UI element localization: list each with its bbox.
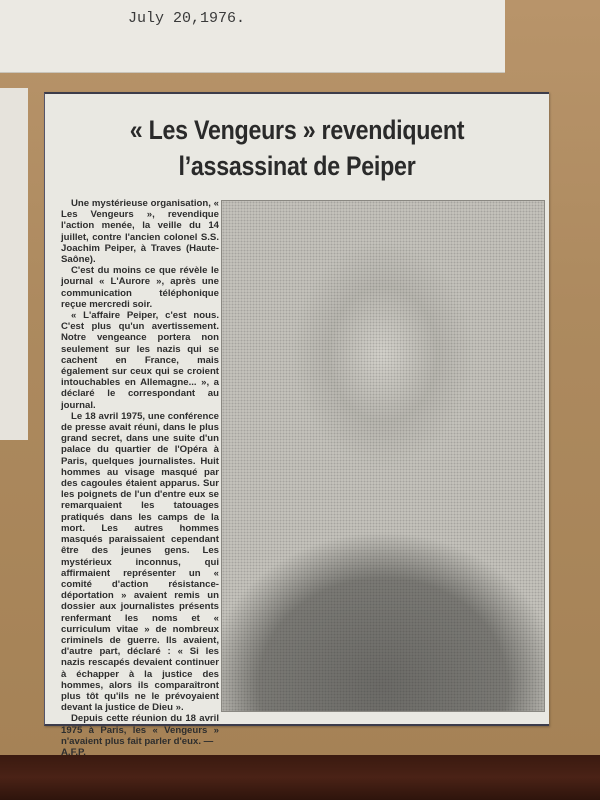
newspaper-clipping — [44, 92, 549, 758]
typed-date-slip — [0, 0, 505, 73]
article-paragraph: « L'affaire Peiper, c'est nous. C'est plus qu'un avertissement. Notre vengeance portera non seulement sur les nazis qui se cachent en France, mais également sur ceux qui se croient intouchables en Allemagne... », a déclaré le correspondant au journal. — [61, 310, 219, 411]
typed-date: July 20,1976. — [128, 10, 246, 27]
portrait-photo — [221, 200, 545, 712]
article-paragraph: Depuis cette réunion du 18 avril 1975 à Paris, les « Vengeurs » n'avaient plus fait parler d'eux. — — [61, 713, 219, 747]
left-paper-scrap — [0, 88, 28, 440]
article-paragraph: Le 18 avril 1975, une conférence de presse avait réuni, dans le plus grand secret, dans une suite d'un palace du quartier de l'Opéra à Paris, quelques journalistes. Huit hommes au visage masqué par des cagoules étaient apparus. Sur les poignets de l'un d'entre eux se remarquaient les tatouages pratiqués dans les camps de la mort. Les autres hommes masqués paraissaient cependant être des jeunes gens. Les mystérieux inconnus, qui affirmaient représenter un « comité d'action résistance-déportation » avaient remis un dossier aux journalistes présents renfermant les noms et « curriculum vitae » de nombreux criminels de guerre. Ils avaient, d'autre part, déclaré : « Si les nazis rescapés devaient continuer à échapper à la justice des hommes, alors ils comparaîtront plus tôt qu'ils ne le prévoyaient devant la justice de Dieu ». — [61, 410, 219, 714]
headline-line-1: « Les Vengeurs » revendiquent — [129, 115, 465, 145]
article-paragraph: Une mystérieuse organisation, « Les Vengeurs », revendique l'action menée, la veille du 14 juillet, contre l'ancien colonel S.S. Joachim Peiper, à Traves (Haute-Saône). — [61, 198, 219, 266]
halftone-texture — [222, 201, 544, 711]
wooden-surface — [0, 755, 600, 800]
headline — [80, 112, 513, 184]
headline-line-2: l’assassinat de Peiper — [178, 151, 416, 181]
article-body — [61, 198, 219, 758]
article-paragraph: C'est du moins ce que révèle le journal « L'Aurore », après une communication téléphonique reçue mercredi soir. — [61, 265, 219, 310]
article-byline: A.F.P. — [61, 746, 86, 758]
